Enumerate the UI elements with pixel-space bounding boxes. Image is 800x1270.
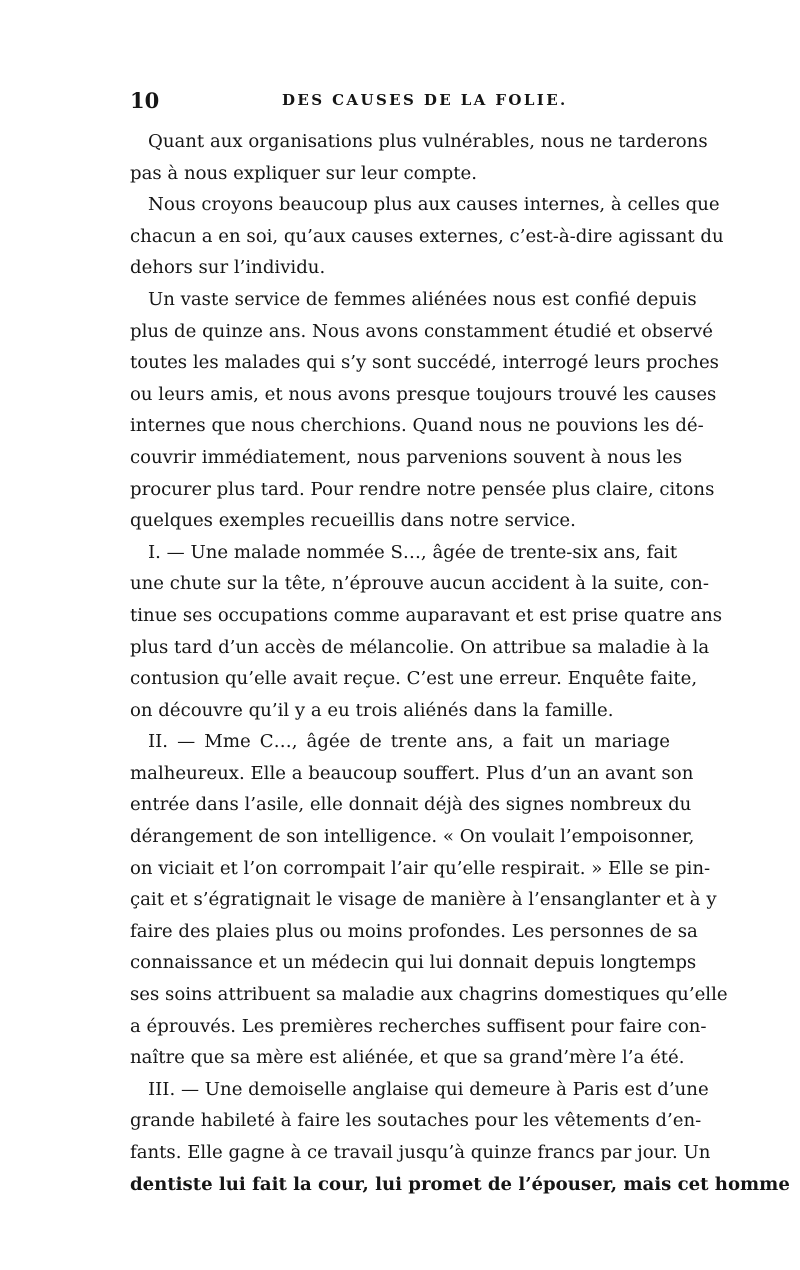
text-line: naître que sa mère est aliénée, et que sa grand’mère l’a été. [130,1047,685,1069]
body-text [130,126,790,1200]
text-line: I. — Une malade nommée S…, âgée de trente-six ans, fait [148,541,678,563]
text-line: chacun a en soi, qu’aux causes externes, c’est-à-dire agissant du [130,225,724,247]
text-line: quelques exemples recueillis dans notre service. [130,510,576,532]
text-line: Quant aux organisations plus vulnérables, nous ne tarderons [148,131,708,152]
text-line: malheureux. Elle a beaucoup souffert. Plus d’un an avant son [130,762,694,784]
page-header [130,88,668,118]
text-line: dérangement de son intelligence. « On voulait l’empoisonner, [130,826,695,848]
text-line: çait et s’égratignait le visage de manière à l’ensanglanter et à y [130,889,717,911]
text-line: tinue ses occupations comme auparavant et est prise quatre ans [130,604,723,626]
text-line: plus tard d’un accès de mélancolie. On attribue sa maladie à la [130,636,710,658]
text-line: faire des plaies plus ou moins profondes. Les personnes de sa [130,920,698,942]
text-line: ou leurs amis, et nous avons presque toujours trouvé les causes [130,383,717,405]
text-line: Nous croyons beaucoup plus aux causes internes, à celles que [148,194,720,216]
text-line: Un vaste service de femmes aliénées nous est confié depuis [148,288,697,310]
text-line: couvrir immédiatement, nous parvenions souvent à nous les [130,446,683,468]
text-line: dehors sur l’individu. [130,257,326,279]
text-line: une chute sur la tête, n’éprouve aucun accident à la suite, con- [130,573,709,595]
text-line: dentiste lui fait la cour, lui promet de l’épouser, mais cet homme [130,1173,790,1195]
text-line: II. — Mme C…, âgée de trente ans, a fait un mariage [148,731,670,753]
text-line: connaissance et un médecin qui lui donnait depuis longtemps [130,952,697,974]
text-line: on découvre qu’il y a eu trois aliénés dans la famille. [130,699,614,721]
text-line: toutes les malades qui s’y sont succédé, interrogé leurs proches [130,352,719,374]
page-number: 10 [130,88,160,113]
text-line: III. — Une demoiselle anglaise qui demeure à Paris est d’une [148,1078,709,1100]
text-line: grande habileté à faire les soutaches pour les vêtements d’en- [130,1110,702,1132]
text-line: procurer plus tard. Pour rendre notre pensée plus claire, citons [130,478,715,500]
text-line: entrée dans l’asile, elle donnait déjà des signes nombreux du [130,794,692,816]
text-line: internes que nous cherchions. Quand nous ne pouvions les dé- [130,415,704,437]
text-line: fants. Elle gagne à ce travail jusqu’à quinze francs par jour. Un [130,1142,711,1163]
text-line: plus de quinze ans. Nous avons constamment étudié et observé [130,320,713,342]
text-line: contusion qu’elle avait reçue. C’est une erreur. Enquête faite, [130,668,698,690]
text-line: on viciait et l’on corrompait l’air qu’elle respirait. » Elle se pin- [130,857,711,879]
text-line: pas à nous expliquer sur leur compte. [130,162,477,184]
text-line: ses soins attribuent sa maladie aux chagrins domestiques qu’elle [130,984,728,1006]
text-line: a éprouvés. Les premières recherches suffisent pour faire con- [130,1015,707,1037]
running-head: DES CAUSES DE LA FOLIE. [282,91,568,109]
